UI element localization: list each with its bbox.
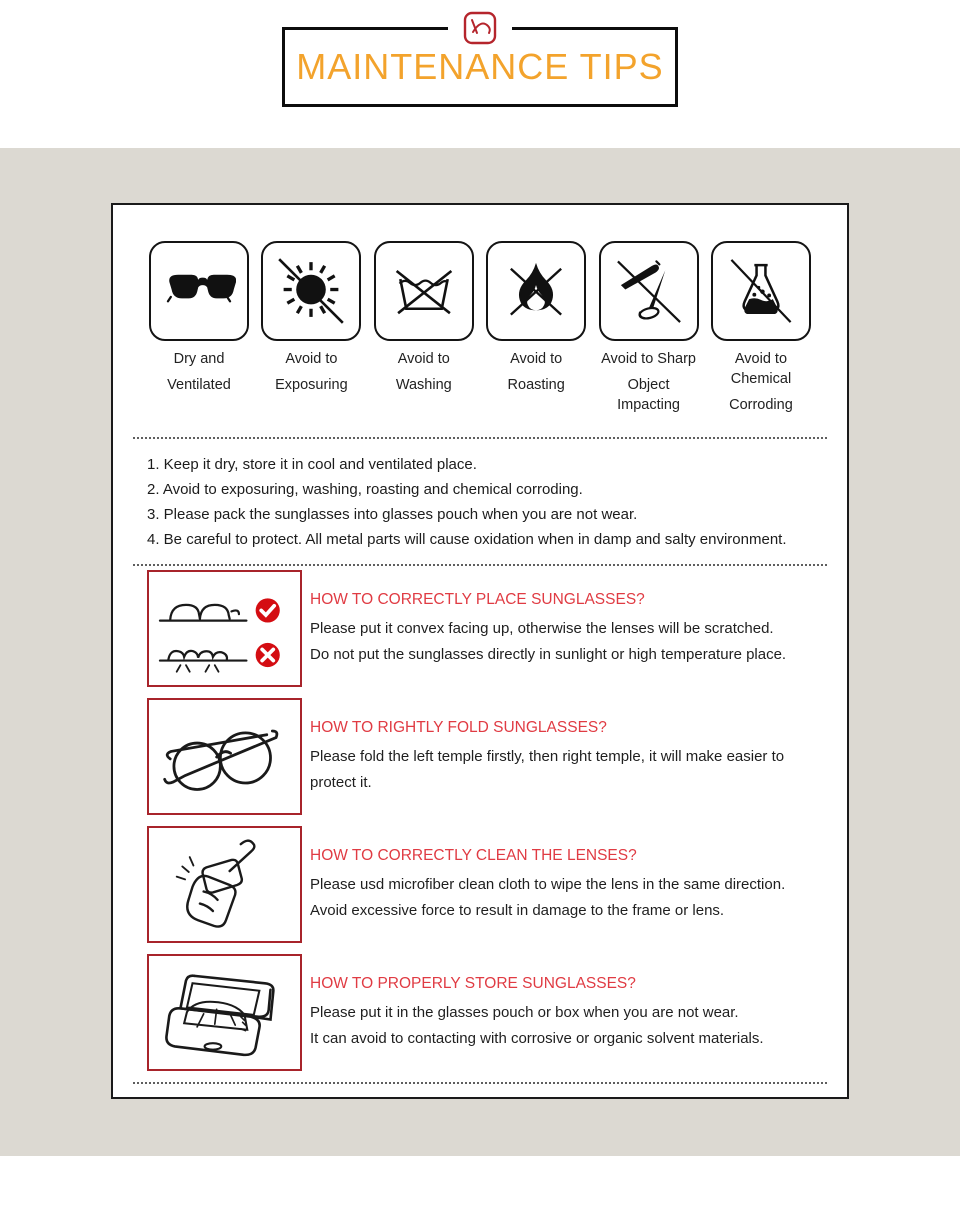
care-symbol-no-washing: Avoid to Washing (372, 241, 476, 415)
no-chemical-icon (724, 254, 798, 328)
care-symbol-no-exposure: Avoid to Exposuring (259, 241, 363, 415)
section-title: HOW TO CORRECTLY PLACE SUNGLASSES? (310, 591, 645, 608)
care-rules-list (147, 452, 813, 552)
no-sharp-object-icon (612, 254, 686, 328)
section-title: HOW TO CORRECTLY CLEAN THE LENSES? (310, 847, 637, 864)
no-washing-icon (387, 254, 461, 328)
glasses-badge-icon (448, 10, 512, 46)
no-sun-exposure-icon (274, 254, 348, 328)
store-sunglasses-illustration (147, 954, 302, 1071)
dotted-divider (133, 437, 827, 439)
maintenance-tips-header (282, 27, 678, 107)
rule-2: 2. Avoid to exposuring, washing, roasting and chemical corroding. (147, 481, 583, 498)
section-line: Avoid excessive force to result in damage to the frame or lens. (310, 902, 725, 919)
section-line: Please put it in the glasses pouch or box when you are not wear. (310, 1004, 739, 1021)
section-title: HOW TO PROPERLY STORE SUNGLASSES? (310, 975, 636, 992)
place-sunglasses-illustration (147, 570, 302, 687)
dotted-divider (133, 564, 827, 566)
care-symbol-no-roasting: Avoid to Roasting (484, 241, 588, 415)
section-line: Do not put the sunglasses directly in sunlight or high temperature place. (310, 646, 787, 663)
section-line: Please fold the left temple firstly, then right temple, it will make easier to protect it. (310, 748, 785, 791)
fold-sunglasses-illustration (147, 698, 302, 815)
rule-1: 1. Keep it dry, store it in cool and ventilated place. (147, 456, 477, 473)
section-place-sunglasses (147, 570, 813, 687)
rule-3: 3. Please pack the sunglasses into glasses pouch when you are not wear. (147, 506, 638, 523)
background-band (0, 148, 960, 1156)
rule-4: 4. Be careful to protect. All metal parts will cause oxidation when in damp and salty environment. (147, 531, 787, 548)
section-store-sunglasses (147, 954, 813, 1071)
section-line: Please usd microfiber clean cloth to wipe the lens in the same direction. (310, 876, 786, 893)
section-title: HOW TO RIGHTLY FOLD SUNGLASSES? (310, 719, 607, 736)
care-symbol-no-sharp-objects: Avoid to Sharp Object Impacting (597, 241, 701, 415)
care-symbol-dry-ventilated: Dry and Ventilated (147, 241, 251, 415)
section-line: It can avoid to contacting with corrosive or organic solvent materials. (310, 1030, 764, 1047)
section-fold-sunglasses (147, 698, 813, 815)
maintenance-card (111, 203, 849, 1099)
care-symbols-row (147, 241, 813, 415)
page-title: MAINTENANCE TIPS (296, 46, 664, 87)
sunglasses-icon (162, 254, 236, 328)
bottom-band (0, 1156, 960, 1211)
clean-lenses-illustration (147, 826, 302, 943)
care-symbol-no-chemical: Avoid to Chemical Corroding (709, 241, 813, 415)
no-roasting-icon (499, 254, 573, 328)
top-band (0, 0, 960, 148)
section-line: Please put it convex facing up, otherwise the lenses will be scratched. (310, 620, 774, 637)
dotted-divider (133, 1082, 827, 1084)
howto-sections (147, 570, 813, 1071)
section-clean-lenses (147, 826, 813, 943)
